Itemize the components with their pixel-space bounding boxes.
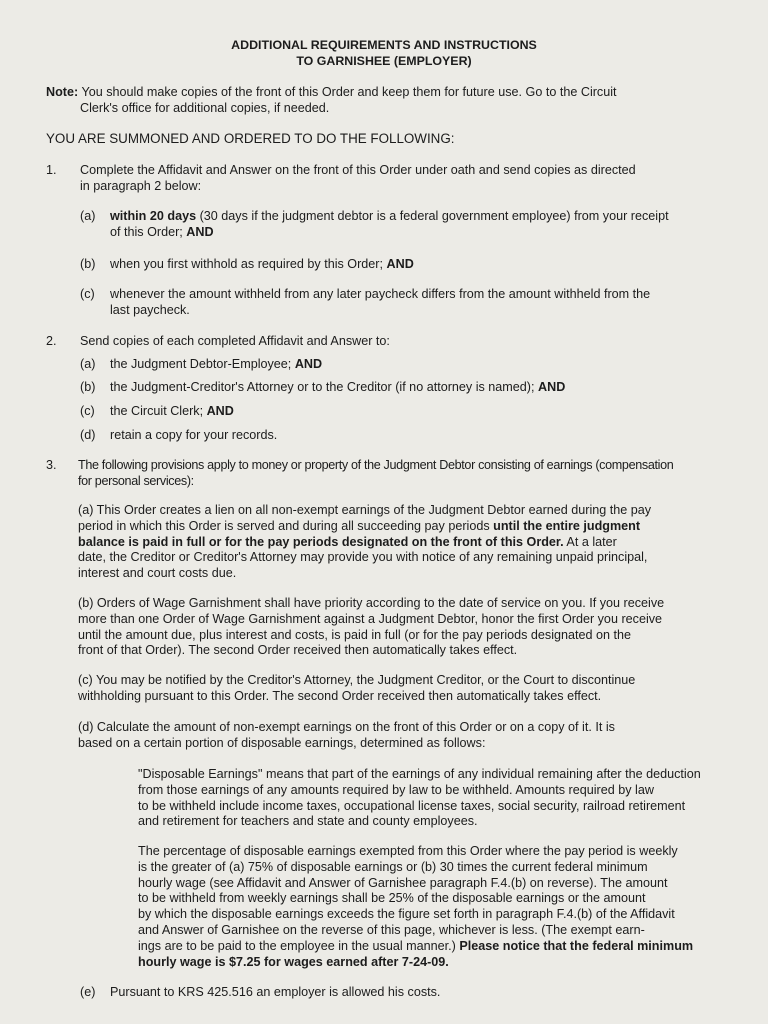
pct-line8-bold: hourly wage is $7.25 for wages earned after 7-24-09. [138, 954, 449, 969]
item2-c [80, 404, 730, 420]
de-line4: and retirement for teachers and state and county employees. [138, 814, 478, 829]
item2-c-label: (c) [80, 404, 95, 418]
note-text-line1: You should make copies of the front of this Order and keep them for future use. Go to the Circuit [81, 85, 617, 99]
item2-d [80, 428, 730, 444]
item3-d-line2: based on a certain portion of disposable earnings, determined as follows: [78, 735, 486, 750]
item1-text-line1: Complete the Affidavit and Answer on the front of this Order under oath and send copies as directed [80, 163, 636, 177]
item3-a-line3-post: At a later [563, 534, 617, 549]
de-line3: to be withheld include income taxes, occupational license taxes, social security, railroad retirement [138, 798, 686, 813]
item3-c-line2: withholding pursuant to this Order. The second Order received then automatically takes effect. [78, 688, 602, 703]
item3-text-line2: for personal services): [78, 473, 194, 488]
item1-b-label: (b) [80, 257, 96, 271]
item2-a-and: AND [294, 357, 323, 371]
document-title-line1: ADDITIONAL REQUIREMENTS AND INSTRUCTIONS [231, 38, 537, 52]
note-text-line2: Clerk's office for additional copies, if needed. [80, 100, 330, 115]
item3-e [80, 985, 730, 1001]
item3-number: 3. [46, 458, 57, 472]
item1-a [80, 209, 730, 241]
note-label: Note: [46, 85, 79, 99]
document-title-line2: TO GARNISHEE (EMPLOYER) [296, 54, 472, 68]
item1-c-label: (c) [80, 287, 95, 301]
item3-d-line1: (d) Calculate the amount of non-exempt earnings on the front of this Order or on a copy of it. It is [78, 720, 615, 734]
item3-a-line1: (a) This Order creates a lien on all non-exempt earnings of the Judgment Debtor earned during the pay [78, 503, 652, 517]
item2-d-text: retain a copy for your records. [110, 428, 278, 442]
item1-text-line2: in paragraph 2 below: [80, 178, 202, 193]
item2-text: Send copies of each completed Affidavit and Answer to: [80, 334, 390, 348]
summons-heading: YOU ARE SUMMONED AND ORDERED TO DO THE FOLLOWING: [46, 131, 455, 146]
item3-text [78, 458, 730, 490]
item1-b [80, 257, 730, 273]
pct-line3: hourly wage (see Affidavit and Answer of Garnishee paragraph F.4.(b) on reverse). The amount [138, 875, 668, 890]
item3-b-line4: front of that Order). The second Order received then automatically takes effect. [78, 643, 518, 658]
item1-b-text: when you first withhold as required by this Order; [110, 257, 387, 271]
note-block [46, 85, 736, 117]
item3-b-line2: more than one Order of Wage Garnishment against a Judgment Debtor, honor the first Order you receive [78, 611, 663, 626]
item2-a-text: the Judgment Debtor-Employee; [110, 357, 295, 371]
item2-c-and: AND [206, 404, 234, 418]
item3-c [78, 673, 730, 705]
disposable-earnings-definition [138, 767, 730, 830]
item1-a-text-line1: (30 days if the judgment debtor is a federal government employee) from your receipt [196, 209, 669, 223]
item3-b [78, 596, 730, 659]
item1-c-text-line2: last paycheck. [110, 302, 190, 317]
item3-e-label: (e) [80, 985, 96, 999]
item3-a-line2-bold: until the entire judgment [493, 518, 641, 533]
pct-line2: is the greater of (a) 75% of disposable earnings or (b) 30 times the current federal minimum [138, 859, 648, 874]
item3-a-line4: date, the Creditor or Creditor's Attorney may provide you with notice of any remaining unpaid principal, [78, 550, 648, 565]
item1-a-and: AND [186, 224, 214, 239]
item3-b-line1: (b) Orders of Wage Garnishment shall have priority according to the date of service on you. If you receive [78, 596, 665, 610]
item3-b-line3: until the amount due, plus interest and costs, is paid in full (or for the pay periods designated on the [78, 627, 632, 642]
item1-c [80, 287, 730, 319]
item2-b-label: (b) [80, 380, 96, 394]
item3-a-line5: interest and court costs due. [78, 566, 237, 581]
item1-number: 1. [46, 163, 57, 177]
pct-line4: to be withheld from weekly earnings shall be 25% of the disposable earnings or the amount [138, 891, 646, 906]
item1-b-and: AND [386, 257, 414, 271]
item2-a-label: (a) [80, 357, 96, 371]
item3-e-text: Pursuant to KRS 425.516 an employer is allowed his costs. [110, 985, 441, 999]
de-line1: "Disposable Earnings" means that part of the earnings of any individual remaining after the deduction [138, 767, 701, 781]
item3-a-line3-bold: balance is paid in full or for the pay periods designated on the front of this Order. [78, 534, 564, 549]
item2-b [80, 380, 730, 396]
item3-text-line1: The following provisions apply to money or property of the Judgment Debtor consisting of earnings (compensation [78, 458, 674, 472]
pct-line5: by which the disposable earnings exceeds the figure set forth in paragraph F.4.(b) of the Affidavit [138, 907, 675, 922]
item2-c-text: the Circuit Clerk; [110, 404, 207, 418]
item3-a-line2-pre: period in which this Order is served and during all succeeding pay periods [78, 518, 494, 533]
exemption-percentage-paragraph [138, 844, 730, 970]
pct-line1: The percentage of disposable earnings exempted from this Order where the pay period is weekly [138, 844, 678, 858]
item3-a [78, 503, 730, 582]
item2-b-text: the Judgment-Creditor's Attorney or to the Creditor (if no attorney is named); [110, 380, 538, 394]
item2-d-label: (d) [80, 428, 96, 442]
item1-c-text-line1: whenever the amount withheld from any later paycheck differs from the amount withheld from the [110, 287, 651, 301]
item1-a-label: (a) [80, 209, 96, 223]
item3-c-line1: (c) You may be notified by the Creditor's Attorney, the Judgment Creditor, or the Court to discontinue [78, 673, 636, 687]
pct-line6: and Answer of Garnishee on the reverse of this page, whichever is less. (The exempt earn- [138, 922, 645, 937]
item1-text [80, 163, 730, 195]
pct-line7-bold: Please notice that the federal minimum [459, 938, 694, 953]
item1-a-bold: within 20 days [110, 209, 197, 223]
item3-d [78, 720, 730, 752]
item2-number: 2. [46, 334, 57, 348]
item2-b-and: AND [538, 380, 566, 394]
item1-a-text-line2: of this Order; [110, 224, 187, 239]
item2-a [80, 357, 730, 373]
pct-line7-pre: ings are to be paid to the employee in the usual manner.) [138, 938, 460, 953]
de-line2: from those earnings of any amounts required by law to be withheld. Amounts required by law [138, 782, 654, 797]
